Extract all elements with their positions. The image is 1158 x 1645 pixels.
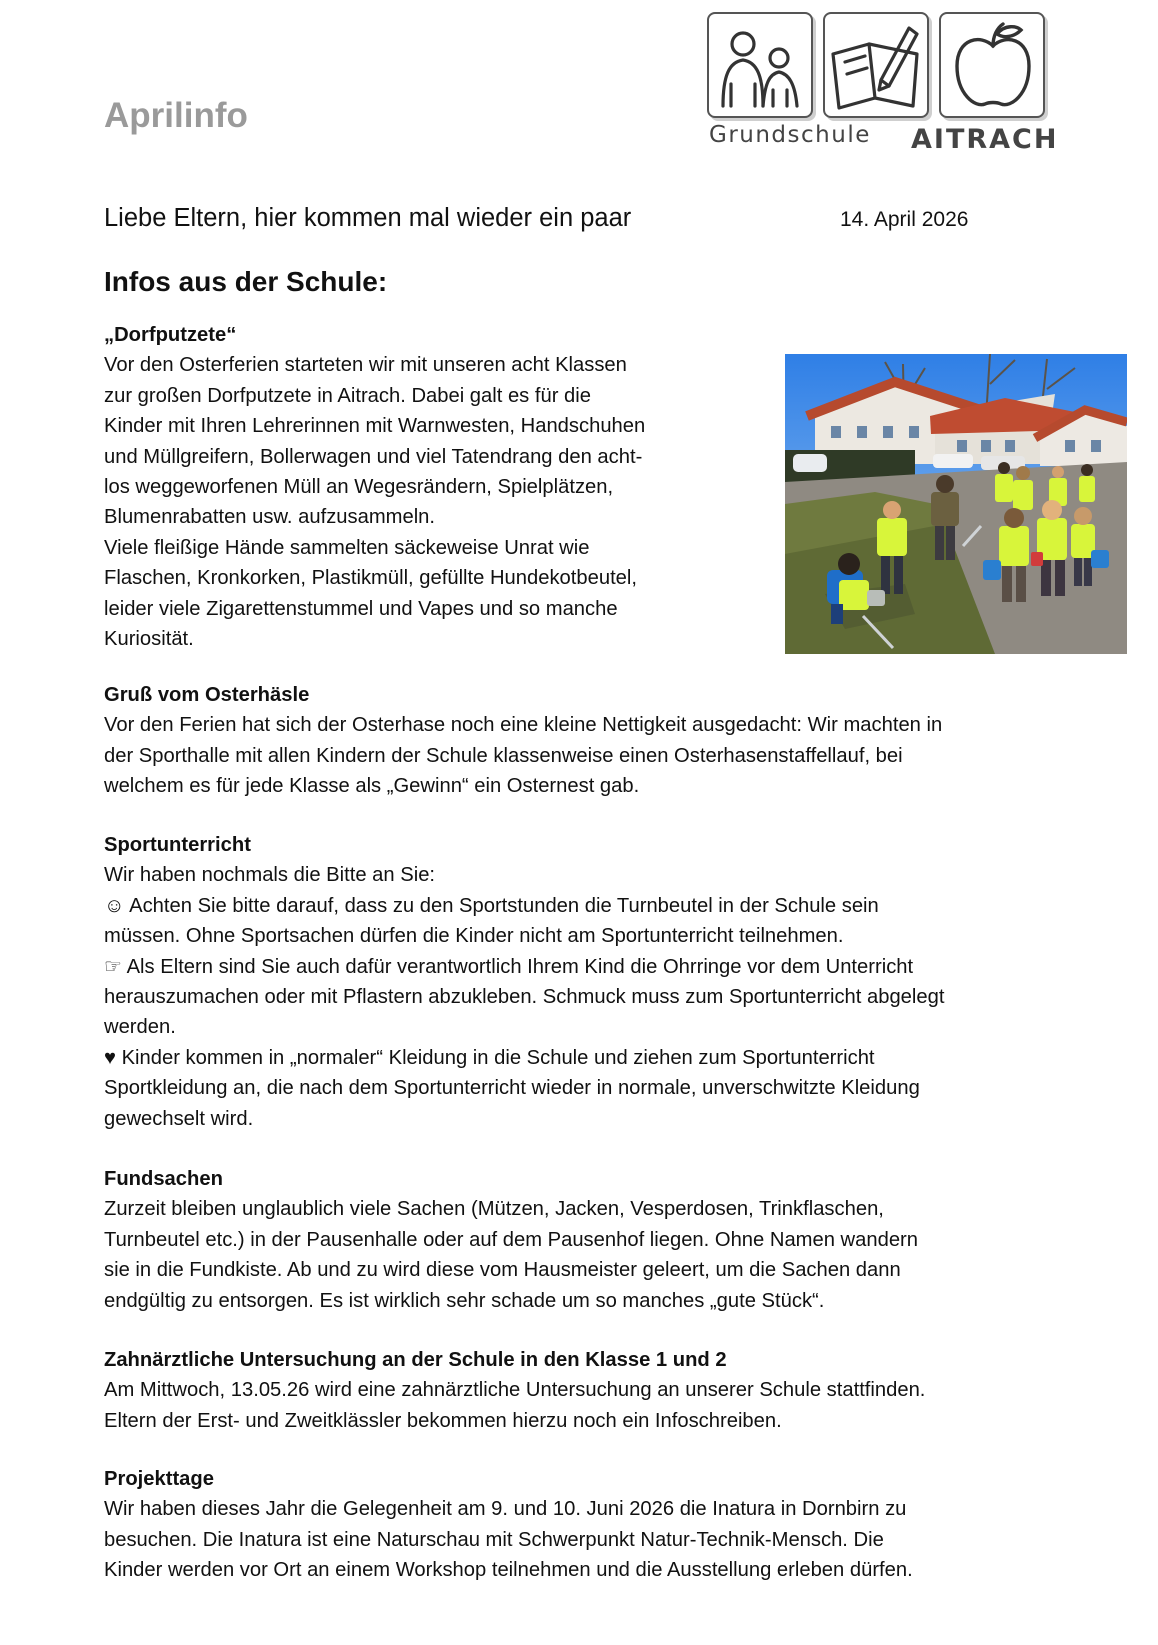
section-line: Flaschen, Kronkorken, Plastikmüll, gefüllte Hundekotbeutel,: [104, 567, 638, 590]
section-line: Wir haben dieses Jahr die Gelegenheit am 9. und 10. Juni 2026 die Inatura in Dornbirn zu: [104, 1498, 907, 1521]
section-line: Vor den Osterferien starteten wir mit unseren acht Klassen: [104, 354, 627, 377]
greeting-line: Liebe Eltern, hier kommen mal wieder ein paar: [104, 204, 632, 232]
section-line: Kinder mit Ihren Lehrerinnen mit Warnwesten, Handschuhen: [104, 415, 646, 438]
section-line: ☞ Als Eltern sind Sie auch dafür verantwortlich Ihrem Kind die Ohrringe vor dem Unterricht: [104, 955, 914, 978]
section-title: „Dorfputzete“: [104, 324, 237, 346]
section-osterhaesle: [104, 680, 1104, 802]
section-title: Fundsachen: [104, 1168, 223, 1190]
section-line: Vor den Ferien hat sich der Osterhase noch eine kleine Nettigkeit ausgedacht: Wir machten in: [104, 714, 943, 737]
main-heading: Infos aus der Schule:: [104, 266, 388, 297]
section-sportunterricht: [104, 830, 1104, 1134]
document-kicker: Aprilinfo: [104, 96, 248, 135]
section-line: Kinder werden vor Ort an einem Workshop teilnehmen und die Ausstellung erleben dürfen.: [104, 1559, 913, 1582]
section-fundsachen: [104, 1164, 1104, 1316]
section-line: ☺ Achten Sie bitte darauf, dass zu den Sportstunden die Turnbeutel in der Schule sein: [104, 894, 879, 917]
section-title: Zahnärztliche Untersuchung an der Schule in den Klasse 1 und 2: [104, 1349, 727, 1371]
children-icon: [707, 12, 813, 118]
section-line: sie in die Fundkiste. Ab und zu wird diese vom Hausmeister geleert, um die Sachen dann: [104, 1259, 901, 1282]
section-title: Gruß vom Osterhäsle: [104, 684, 310, 706]
section-line: Blumenrabatten usw. aufzusammeln.: [104, 506, 436, 529]
section-line: Viele fleißige Hände sammelten säckeweise Unrat wie: [104, 536, 590, 559]
section-line: der Sporthalle mit allen Kindern der Schule klassenweise einen Osterhasenstaffellauf, bei: [104, 744, 903, 767]
section-line: Wir haben nochmals die Bitte an Sie:: [104, 864, 436, 887]
section-line: besuchen. Die Inatura ist eine Naturschau mit Schwerpunkt Natur-Technik-Mensch. Die: [104, 1528, 884, 1551]
section-line: leider viele Zigarettenstummel und Vapes und so manche: [104, 597, 618, 620]
section-line: Sportkleidung an, die nach dem Sportunterricht wieder in normale, unverschwitzte Kleidung: [104, 1077, 920, 1100]
section-line: müssen. Ohne Sportsachen dürfen die Kinder nicht am Sportunterricht teilnehmen.: [104, 925, 844, 948]
book-pencil-icon: [823, 12, 929, 118]
section-zahnarzt: [104, 1345, 1104, 1436]
section-projekttage: [104, 1464, 1104, 1586]
apple-icon: [939, 12, 1045, 118]
section-line: herauszumachen oder mit Pflastern abzukleben. Schmuck muss zum Sportunterricht abgelegt: [104, 986, 945, 1009]
section-line: Am Mittwoch, 13.05.26 wird eine zahnärztliche Untersuchung an unserer Schule stattfinden.: [104, 1379, 926, 1402]
document-date: 14. April 2026: [840, 208, 969, 231]
section-title: Sportunterricht: [104, 834, 251, 856]
section-line: zur großen Dorfputzete in Aitrach. Dabei galt es für die: [104, 384, 591, 407]
school-logo: [707, 10, 1059, 160]
section-line: und Müllgreifern, Bollerwagen und viel Tatendrang den acht-: [104, 445, 643, 468]
section-line: Kuriosität.: [104, 628, 194, 651]
section-line: ♥ Kinder kommen in „normaler“ Kleidung in die Schule und ziehen zum Sportunterricht: [104, 1046, 875, 1069]
logo-town-label: AITRACH: [911, 124, 1059, 155]
section-line: los weggeworfenen Müll an Wegesrändern, Spielplätzen,: [104, 476, 614, 499]
section-dorfputzete: [104, 320, 744, 654]
section-title: Projekttage: [104, 1468, 214, 1490]
section-line: endgültig zu entsorgen. Es ist wirklich sehr schade um so manches „gute Stück“.: [104, 1289, 825, 1312]
section-line: welchem es für jede Klasse als „Gewinn“ ein Osternest gab.: [104, 775, 640, 798]
section-line: Zurzeit bleiben unglaublich viele Sachen (Mützen, Jacken, Vesperdosen, Trinkflaschen,: [104, 1198, 884, 1221]
section-line: gewechselt wird.: [104, 1107, 254, 1130]
section-line: Turnbeutel etc.) in der Pausenhalle oder auf dem Pausenhof liegen. Ohne Namen wandern: [104, 1228, 918, 1251]
schoolchildren-cleanup-photo: [785, 354, 1127, 654]
section-line: werden.: [104, 1016, 176, 1039]
logo-school-label: Grundschule: [709, 122, 871, 148]
section-line: Eltern der Erst- und Zweitklässler bekommen hierzu noch ein Infoschreiben.: [104, 1409, 782, 1432]
